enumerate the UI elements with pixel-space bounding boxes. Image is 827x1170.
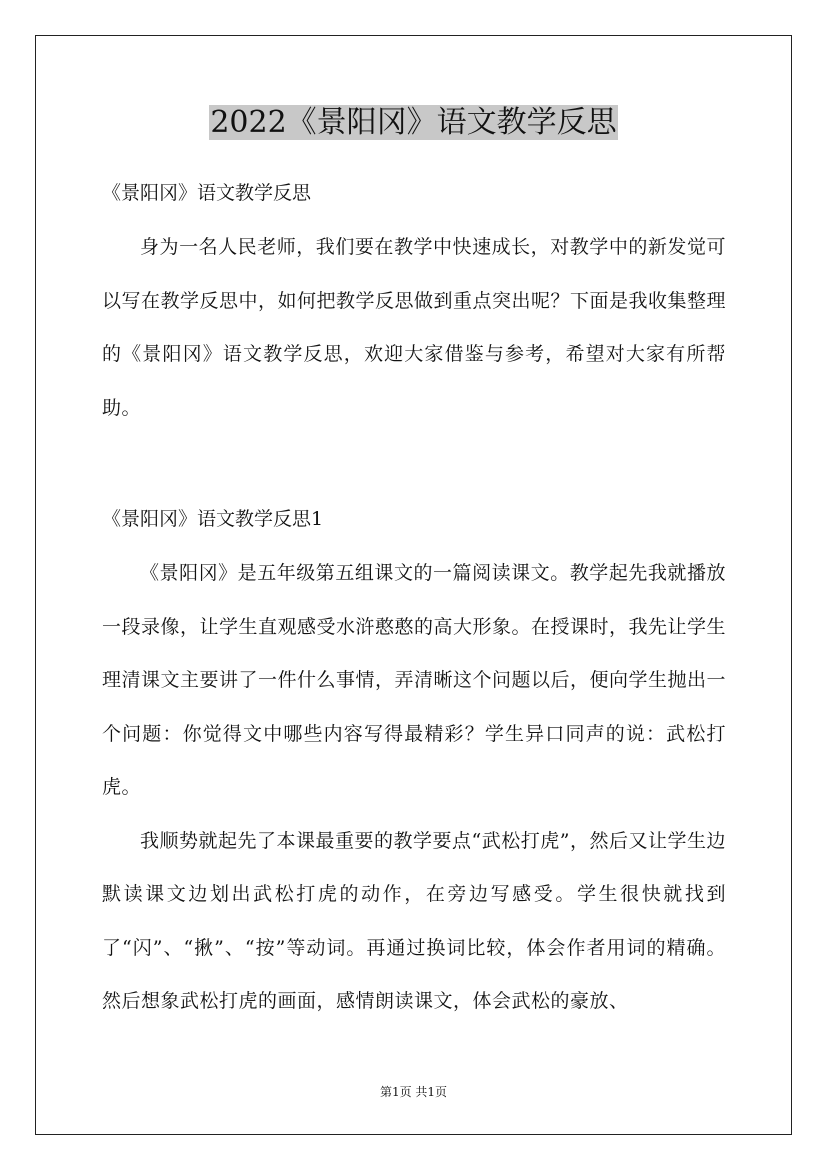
section-paragraph-1: 《景阳冈》是五年级第五组课文的一篇阅读课文。教学起先我就播放一段录像，让学生直观感受水浒憨憨的高大形象。在授课时，我先让学生理清课文主要讲了一件什么事情，弄清晰这个问题以后，便向学生抛出一个问题：你觉得文中哪些内容写得最精彩？学生异口同声的说：武松打虎。 — [102, 562, 727, 798]
document-title — [0, 101, 827, 145]
intro-paragraph: 身为一名人民老师，我们要在教学中快速成长，对教学中的新发觉可以写在教学反思中，如何把教学反思做到重点突出呢？下面是我收集整理的《景阳冈》语文教学反思，欢迎大家借鉴与参考，希望对大家有所帮助。 — [102, 236, 727, 419]
intro-block — [102, 221, 726, 435]
section-heading: 《景阳冈》语文教学反思1 — [102, 508, 324, 530]
section-paragraph-2: 我顺势就起先了本课最重要的教学要点“武松打虎”，然后又让学生边默读课文边划出武松打虎的动作，在旁边写感受。学生很快就找到了“闪”、“揪”、“按”等动词。再通过换词比较，体会作者用词的精确。然后想象武松打虎的画面，感情朗读课文，体会武松的豪放、 — [102, 829, 726, 1012]
section-body — [102, 547, 726, 1029]
intro-heading: 《景阳冈》语文教学反思 — [102, 182, 312, 204]
page-footer: 第1页 共1页 — [379, 1085, 448, 1099]
document-title-text: 2022《景阳冈》语文教学反思 — [210, 105, 617, 140]
